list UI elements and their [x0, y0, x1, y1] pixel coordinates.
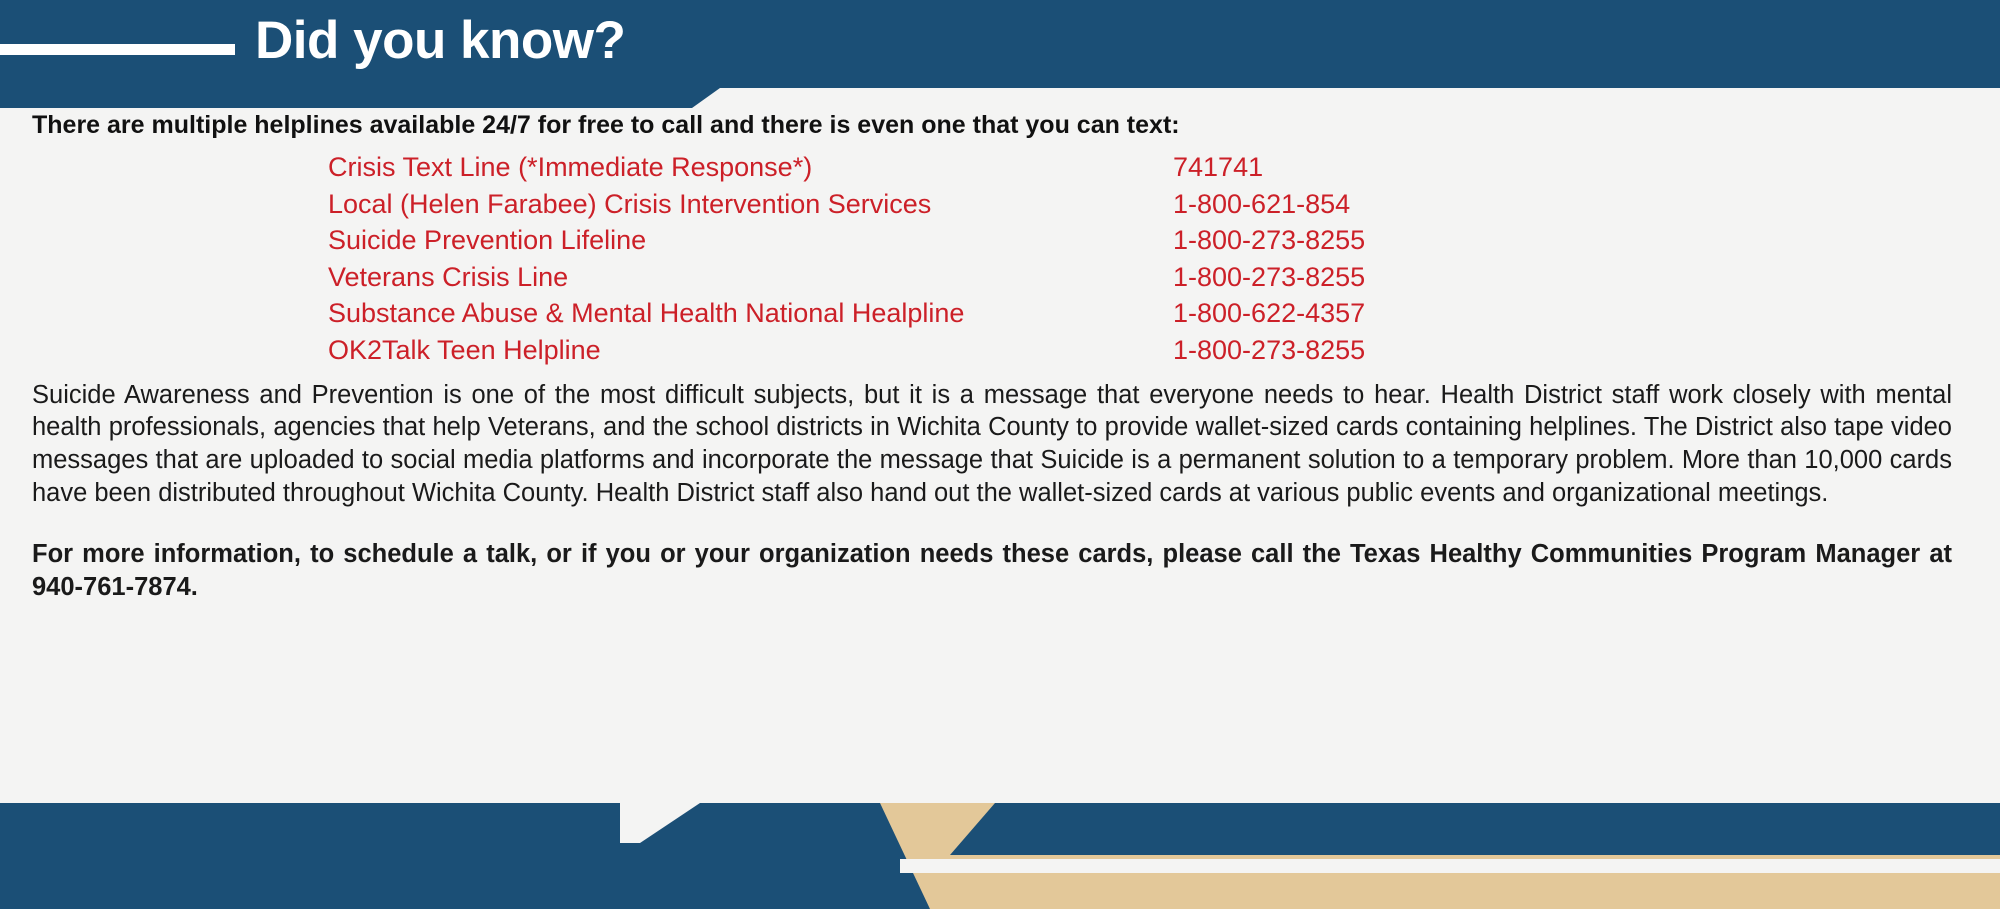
header-rule: [0, 44, 235, 55]
main-content: [32, 110, 1968, 604]
helpline-number: 741741: [1173, 152, 1264, 183]
list-item: [32, 295, 1573, 332]
helpline-list: [32, 149, 1573, 368]
list-item: [32, 149, 1573, 186]
helpline-name: OK2Talk Teen Helpline: [328, 334, 601, 365]
helpline-number: 1-800-273-8255: [1173, 334, 1366, 365]
helpline-number: 1-800-622-4357: [1173, 298, 1366, 329]
footer-blue-left-shape: [0, 803, 930, 909]
helpline-name: Local (Helen Farabee) Crisis Intervention Services: [328, 188, 932, 219]
list-item: [32, 222, 1573, 259]
helpline-number: 1-800-273-8255: [1173, 225, 1366, 256]
list-item: [32, 186, 1573, 223]
footer-decoration: [0, 763, 2000, 909]
helpline-number: 1-800-273-8255: [1173, 261, 1366, 292]
footer-light-stripe: [900, 859, 2000, 873]
helpline-name: Substance Abuse & Mental Health National Healpline: [328, 298, 965, 329]
footer-blue-right-shape: [950, 803, 2000, 855]
helpline-name: Suicide Prevention Lifeline: [328, 225, 647, 256]
helpline-name: Crisis Text Line (*Immediate Response*): [328, 152, 813, 183]
call-to-action-paragraph: For more information, to schedule a talk, or if you or your organization needs these cards, please call the Texas Healthy Communities Program Manager at 940-761-7874.: [32, 540, 1952, 601]
list-item: [32, 259, 1573, 296]
page-title: Did you know?: [255, 11, 626, 70]
header-banner-tail: [0, 88, 720, 108]
helpline-number: 1-800-621-854: [1173, 188, 1351, 219]
lead-text: There are multiple helplines available 24/7 for free to call and there is even one that you can text:: [32, 111, 1180, 139]
body-paragraph: Suicide Awareness and Prevention is one of the most difficult subjects, but it is a message that everyone needs to hear. Health District staff work closely with mental health professionals, agencies that help Veterans, and the school districts in Wichita County to provide wallet-sized cards containing helplines. The District also tape video messages that are uploaded to social media platforms and incorporate the message that Suicide is a permanent solution to a temporary problem. More than 10,000 cards have been distributed throughout Wichita County. Health District staff also hand out the wallet-sized cards at various public events and organizational meetings.: [32, 380, 1952, 508]
list-item: [32, 332, 1573, 369]
helpline-name: Veterans Crisis Line: [328, 261, 569, 292]
